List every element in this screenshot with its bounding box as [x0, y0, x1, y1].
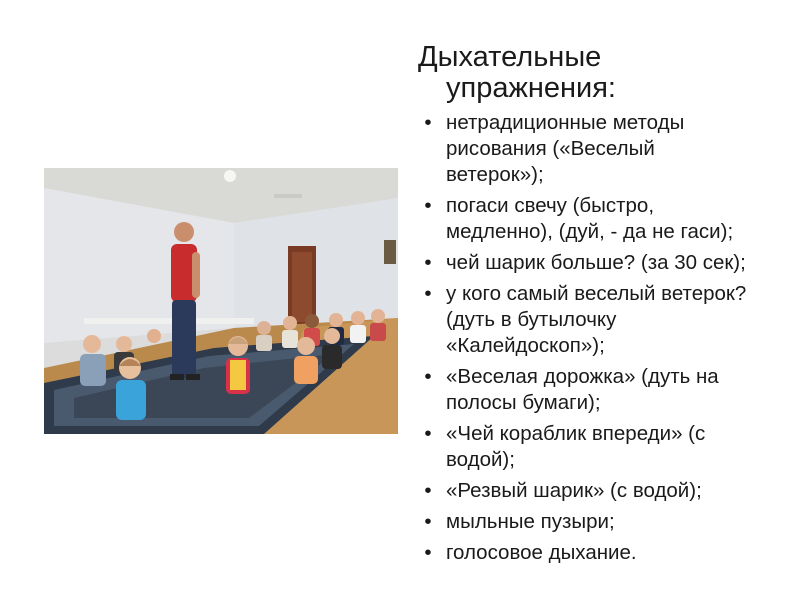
bullet-icon: •	[424, 194, 432, 217]
title-line-1: Дыхательные	[418, 41, 602, 73]
list-item-text: у кого самый веселый ветерок? (дуть в бутылочку «Калейдоскоп»);	[446, 282, 747, 357]
bullet-icon: •	[424, 282, 432, 305]
photo-illustration	[44, 168, 398, 434]
list-item	[418, 250, 786, 276]
list-item-text: голосовое дыхание.	[446, 541, 637, 564]
list-item-text: «Чей кораблик впереди» (с водой);	[446, 422, 706, 471]
list-item-text: чей шарик больше? (за 30 сек);	[446, 251, 746, 274]
bullet-icon: •	[424, 510, 432, 533]
list-item	[418, 193, 786, 245]
list-item-text: «Веселая дорожка» (дуть на полосы бумаги);	[446, 365, 719, 414]
bullet-icon: •	[424, 365, 432, 388]
list-item	[418, 509, 786, 535]
bullet-icon: •	[424, 541, 432, 564]
slide-title	[418, 42, 778, 104]
photo-children-breathing-exercise	[44, 168, 398, 434]
list-item-text: нетрадиционные методы рисования («Веселый ветерок»);	[446, 111, 685, 186]
bullet-icon: •	[424, 479, 432, 502]
title-line-2: упражнения:	[446, 72, 616, 104]
list-item	[418, 110, 786, 188]
bullet-icon: •	[424, 422, 432, 445]
list-item	[418, 421, 786, 473]
list-item-text: «Резвый шарик» (с водой);	[446, 479, 702, 502]
bullet-icon: •	[424, 251, 432, 274]
list-item	[418, 281, 786, 359]
list-item-text: погаси свечу (быстро, медленно), (дуй, - да не гаси);	[446, 194, 734, 243]
list-item	[418, 364, 786, 416]
list-item-text: мыльные пузыри;	[446, 510, 615, 533]
exercise-list	[418, 110, 786, 571]
list-item	[418, 478, 786, 504]
list-item	[418, 540, 786, 566]
bullet-icon: •	[424, 111, 432, 134]
